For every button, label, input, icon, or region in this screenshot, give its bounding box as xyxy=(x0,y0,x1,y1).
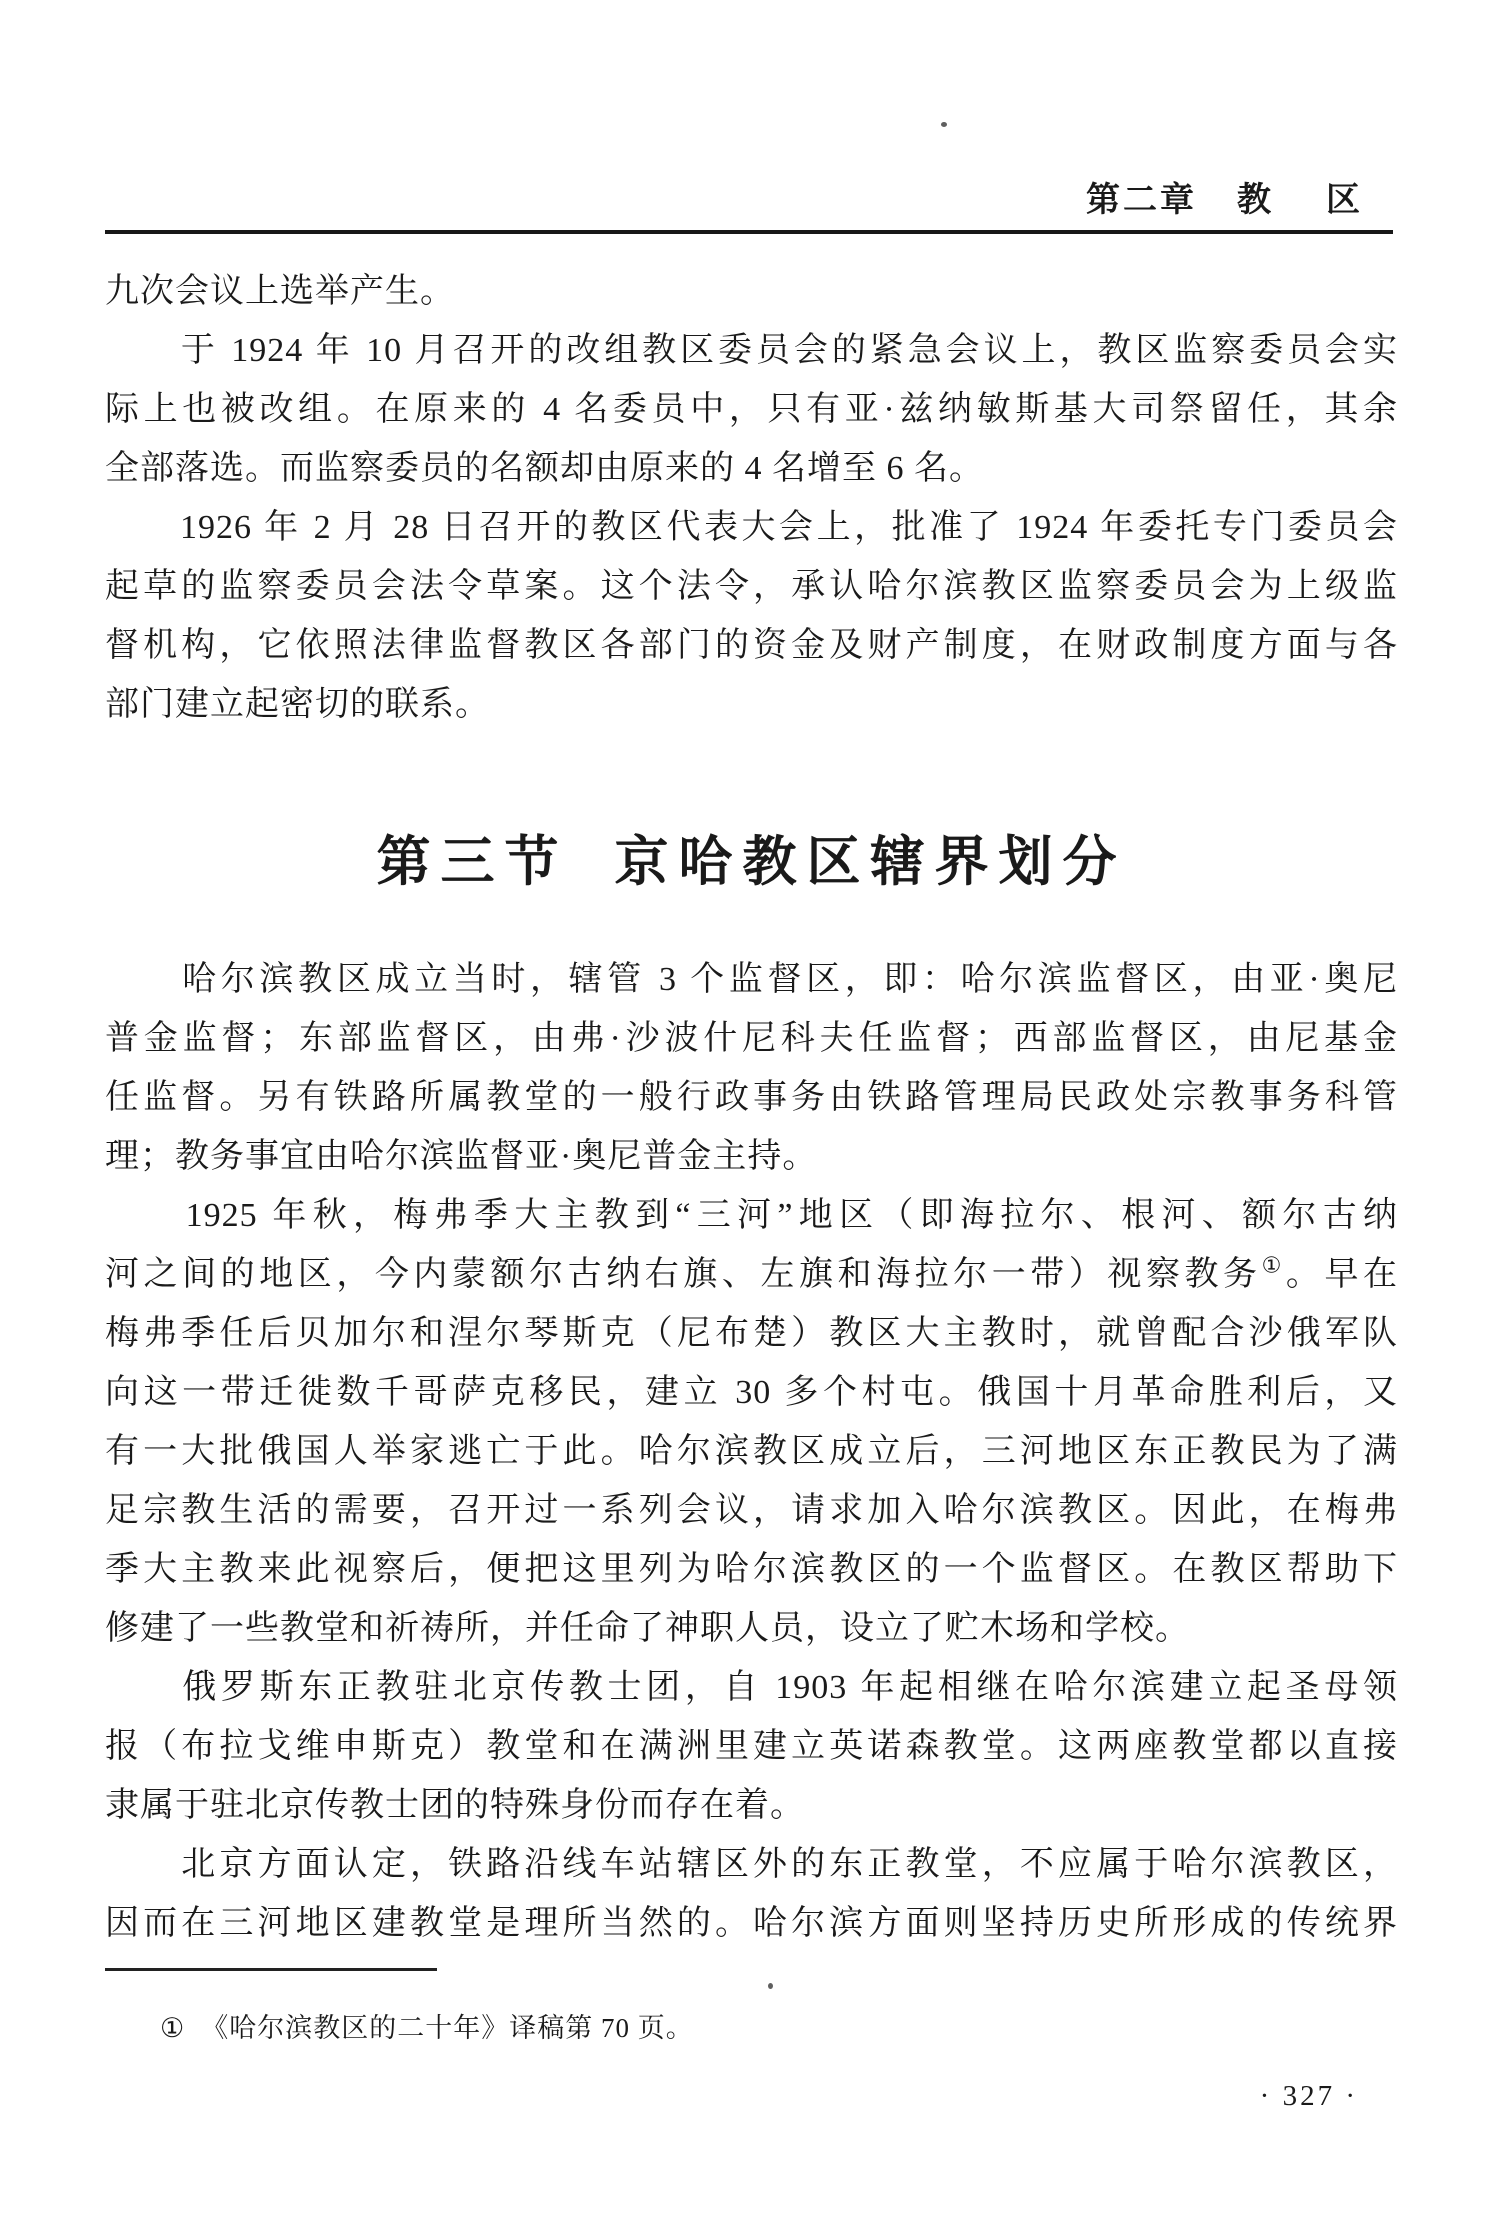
page-number: · 327 · xyxy=(1259,2080,1358,2112)
section-label: 第三节 xyxy=(376,832,569,892)
paragraph-lines-after xyxy=(105,1304,1398,1953)
text-line: 1926 年 2 月 28 日召开的教区代表大会上，批准了 1924 年委托专门委员会 xyxy=(105,509,1398,546)
section-heading xyxy=(105,827,1398,897)
chapter-label: 第二章 xyxy=(1086,182,1197,219)
text-line: 俄罗斯东正教驻北京传教士团，自 1903 年起相继在哈尔滨建立起圣母领 xyxy=(105,1669,1398,1706)
footnote-marker: ① xyxy=(160,2013,186,2043)
text-line: 哈尔滨教区成立当时，辖管 3 个监督区，即：哈尔滨监督区，由亚·奥尼 xyxy=(105,961,1398,998)
line-text-post: 。早在 xyxy=(1285,1256,1398,1293)
scan-speck xyxy=(941,122,947,127)
text-line: 部门建立起密切的联系。 xyxy=(105,686,490,723)
paragraph-lines-before xyxy=(105,950,1398,1245)
text-line: 1925 年秋，梅弗季大主教到“三河”地区（即海拉尔、根河、额尔古纳 xyxy=(105,1197,1398,1234)
text-line: 际上也被改组。在原来的 4 名委员中，只有亚·兹纳敏斯基大司祭留任，其余 xyxy=(105,391,1398,428)
text-line: 普金监督；东部监督区，由弗·沙波什尼科夫任监督；西部监督区，由尼基金 xyxy=(105,1020,1398,1057)
footnote-ref-marker: ① xyxy=(1261,1252,1286,1278)
text-line: 九次会议上选举产生。 xyxy=(105,273,455,310)
chapter-word-2: 区 xyxy=(1326,182,1363,219)
text-line: 起草的监察委员会法令草案。这个法令，承认哈尔滨教区监察委员会为上级监 xyxy=(105,568,1398,605)
text-line: 督机构，它依照法律监督教区各部门的资金及财产制度，在财政制度方面与各 xyxy=(105,627,1398,664)
text-line: 因而在三河地区建教堂是理所当然的。哈尔滨方面则坚持历史所形成的传统界 xyxy=(105,1905,1398,1942)
text-line: 任监督。另有铁路所属教堂的一般行政事务由铁路管理局民政处宗教事务科管 xyxy=(105,1079,1398,1116)
scan-speck xyxy=(768,1983,773,1989)
text-line: 向这一带迁徙数千哥萨克移民，建立 30 多个村屯。俄国十月革命胜利后，又 xyxy=(105,1374,1398,1411)
paragraph-block-top xyxy=(105,262,1398,734)
text-line-with-footnote-ref xyxy=(105,1245,1398,1304)
text-line: 足宗教生活的需要，召开过一系列会议，请求加入哈尔滨教区。因此，在梅弗 xyxy=(105,1492,1398,1529)
text-line: 有一大批俄国人举家逃亡于此。哈尔滨教区成立后，三河地区东正教民为了满 xyxy=(105,1433,1398,1470)
footnote-separator xyxy=(105,1968,437,1971)
text-line: 修建了一些教堂和祈祷所，并任命了神职人员，设立了贮木场和学校。 xyxy=(105,1610,1190,1647)
section-title: 京哈教区辖界划分 xyxy=(614,832,1127,892)
text-line: 梅弗季任后贝加尔和涅尔琴斯克（尼布楚）教区大主教时，就曾配合沙俄军队 xyxy=(105,1315,1398,1352)
footnote-text: 《哈尔滨教区的二十年》译稿第 70 页。 xyxy=(201,2013,694,2043)
chapter-word-1: 教 xyxy=(1237,182,1274,219)
text-line: 季大主教来此视察后，便把这里列为哈尔滨教区的一个监督区。在教区帮助下 xyxy=(105,1551,1398,1588)
header-rule xyxy=(105,230,1393,234)
running-header xyxy=(105,181,1363,221)
text-line: 于 1924 年 10 月召开的改组教区委员会的紧急会议上，教区监察委员会实 xyxy=(105,332,1398,369)
text-line: 理；教务事宜由哈尔滨监督亚·奥尼普金主持。 xyxy=(105,1138,818,1175)
text-line: 北京方面认定，铁路沿线车站辖区外的东正教堂，不应属于哈尔滨教区， xyxy=(105,1846,1398,1883)
paragraph-block-main xyxy=(105,950,1398,1953)
text-line: 报（布拉戈维申斯克）教堂和在满洲里建立英诺森教堂。这两座教堂都以直接 xyxy=(105,1728,1398,1765)
text-line: 隶属于驻北京传教士团的特殊身份而存在着。 xyxy=(105,1787,805,1824)
footnote xyxy=(160,2010,1360,2046)
text-line: 全部落选。而监察委员的名额却由原来的 4 名增至 6 名。 xyxy=(105,450,984,487)
line-text-pre: 河之间的地区，今内蒙额尔古纳右旗、左旗和海拉尔一带）视察教务 xyxy=(105,1256,1262,1293)
